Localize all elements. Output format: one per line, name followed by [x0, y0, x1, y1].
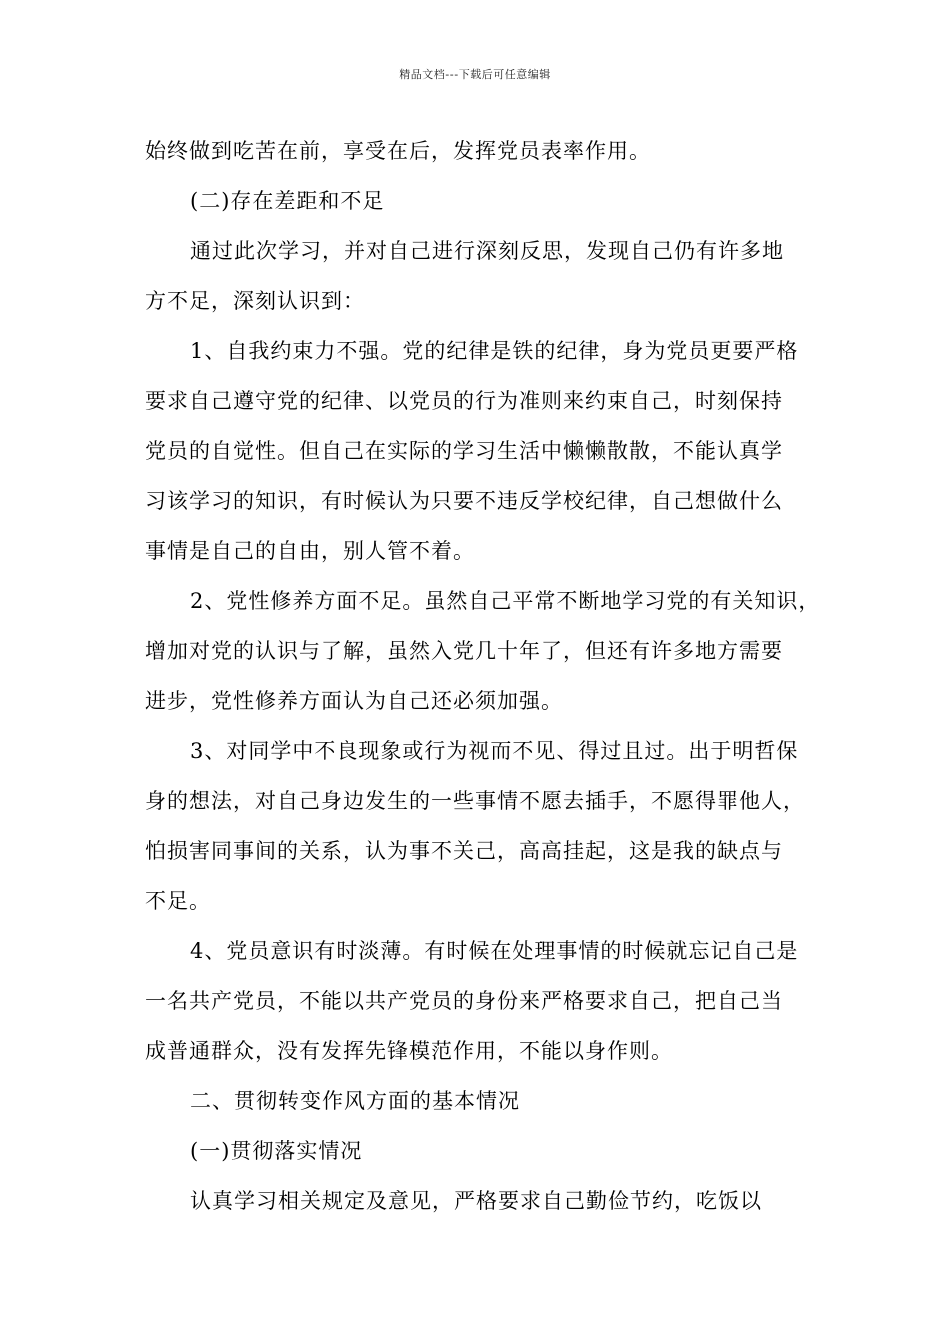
- paragraph-line: 怕损害同事间的关系，认为事不关己，高高挂起，这是我的缺点与: [145, 839, 783, 863]
- paragraph-line: 始终做到吃苦在前，享受在后，发挥党员表率作用。: [145, 139, 651, 163]
- paragraph-line: 通过此次学习，并对自己进行深刻反思，发现自己仍有许多地: [190, 239, 784, 263]
- paragraph-line: 3、对同学中不良现象或行为视而不见、得过且过。出于明哲保: [190, 739, 799, 763]
- paragraph-line: 党员的自觉性。但自己在实际的学习生活中懒懒散散，不能认真学: [145, 439, 783, 463]
- paragraph-line: 事情是自己的自由，别人管不着。: [145, 539, 475, 563]
- paragraph-line: 增加对党的认识与了解，虽然入党几十年了，但还有许多地方需要: [145, 639, 783, 663]
- paragraph-line: 要求自己遵守党的纪律、以党员的行为准则来约束自己，时刻保持: [145, 389, 783, 413]
- page-header: 精品文档---下载后可任意编辑: [399, 68, 551, 81]
- paragraph-line: 1、自我约束力不强。党的纪律是铁的纪律，身为党员更要严格: [190, 339, 799, 363]
- paragraph-line: 习该学习的知识，有时候认为只要不违反学校纪律，自己想做什么: [145, 489, 783, 513]
- paragraph-line: 4、党员意识有时淡薄。有时候在处理事情的时候就忘记自己是: [190, 939, 799, 963]
- paragraph-line: 成普通群众，没有发挥先锋模范作用，不能以身作则。: [145, 1039, 673, 1063]
- paragraph-line: 身的想法，对自己身边发生的一些事情不愿去插手，不愿得罪他人，: [145, 789, 805, 813]
- paragraph-line: 不足。: [145, 889, 211, 913]
- paragraph-line: 2、党性修养方面不足。虽然自己平常不断地学习党的有关知识，: [190, 589, 821, 613]
- paragraph-line: 一名共产党员，不能以共产党员的身份来严格要求自己，把自己当: [145, 989, 783, 1013]
- section-heading: 二、贯彻转变作风方面的基本情况: [190, 1089, 520, 1113]
- section-heading: (一)贯彻落实情况: [190, 1139, 363, 1163]
- paragraph-line: 认真学习相关规定及意见，严格要求自己勤俭节约，吃饭以: [190, 1189, 762, 1213]
- paragraph-line: 方不足，深刻认识到：: [145, 289, 365, 313]
- paragraph-line: 进步，党性修养方面认为自己还必须加强。: [145, 689, 563, 713]
- section-heading: (二)存在差距和不足: [190, 189, 385, 213]
